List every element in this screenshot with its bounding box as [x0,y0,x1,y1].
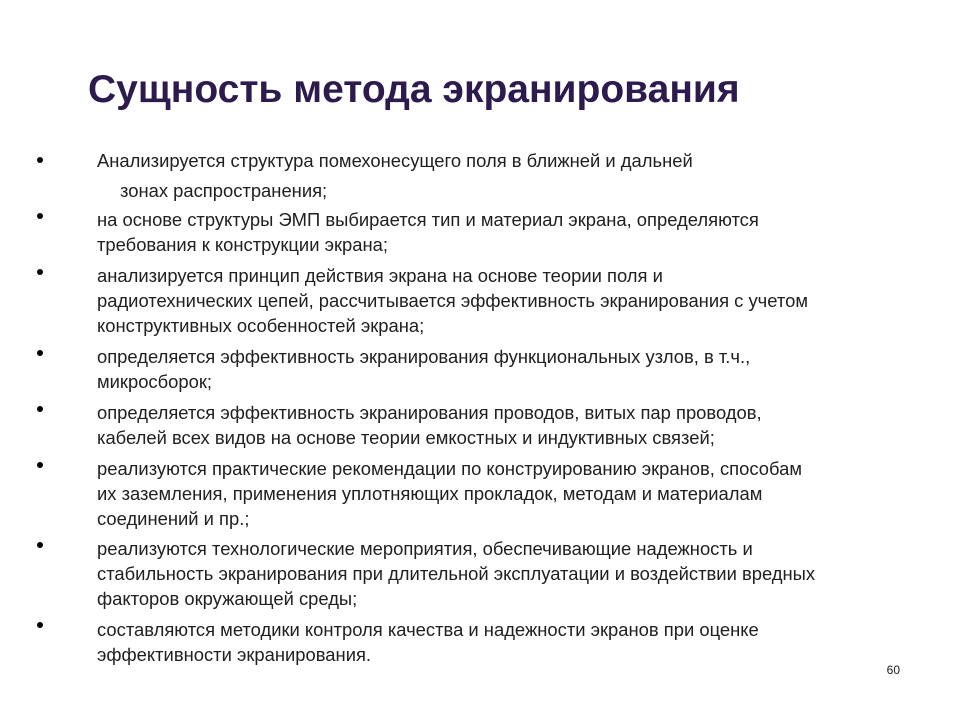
bullet-5-line-1: определяется эффективность экранирования проводов, витых пар проводов, [97,402,762,423]
slide-title: Сущность метода экранирования [88,68,740,111]
bullet-dot [37,269,43,275]
bullet-dot [37,213,43,219]
bullet-2-line-2: требования к конструкции экрана; [97,234,388,255]
bullet-6-line-2: их заземления, применения уплотняющих прокладок, методам и материалам [97,483,763,504]
bullet-7-line-1: реализуются технологические мероприятия, обеспечивающие надежность и [97,538,753,559]
bullet-dot [37,622,43,628]
bullet-1-line-2: зонах распространения; [120,180,328,201]
bullet-3-line-2: радиотехнических цепей, рассчитывается эффективность экранирования с учетом [97,290,808,311]
bullet-8-line-1: составляются методики контроля качества и надежности экранов при оценке [97,619,759,640]
bullet-5-line-2: кабелей всех видов на основе теории емкостных и индуктивных связей; [97,427,715,448]
bullet-7-line-3: факторов окружающей среды; [97,588,358,609]
bullet-dot [37,350,43,356]
bullet-6-line-3: соединений и пр.; [97,508,250,529]
bullet-7-line-2: стабильность экранирования при длительной эксплуатации и воздействии вредных [97,563,816,584]
bullet-dot [37,157,43,163]
bullet-6-line-1: реализуются практические рекомендации по конструированию экранов, способам [97,458,802,479]
bullet-dot [37,406,43,412]
bullet-dot [37,462,43,468]
bullet-8-line-2: эффективности экранирования. [97,644,372,665]
bullet-1-line-1: Анализируется структура помехонесущего поля в ближней и дальней [97,150,693,171]
bullet-2-line-1: на основе структуры ЭМП выбирается тип и материал экрана, определяются [97,209,759,230]
bullet-4-line-1: определяется эффективность экранирования функциональных узлов, в т.ч., [97,346,751,367]
bullet-3-line-3: конструктивных особенностей экрана; [97,315,425,336]
bullet-dot [37,542,43,548]
bullet-4-line-2: микросборок; [97,371,212,392]
page-number: 60 [886,663,900,677]
bullet-3-line-1: анализируется принцип действия экрана на основе теории поля и [97,265,663,286]
